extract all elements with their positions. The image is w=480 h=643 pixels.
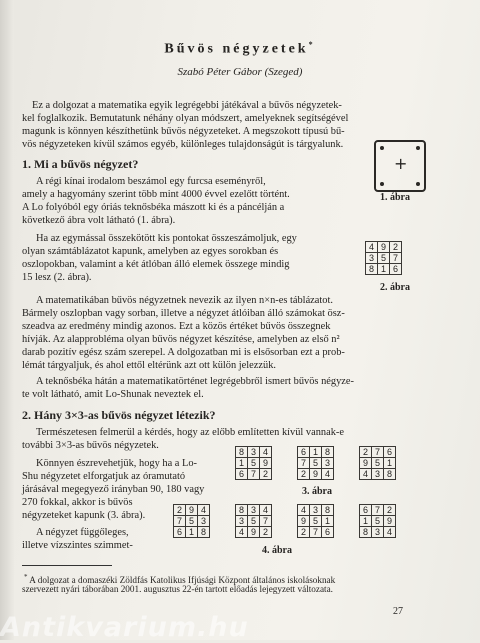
magic-square-cell: 7 [298,458,310,469]
magic-square-cell: 6 [390,264,402,275]
magic-square-cell: 1 [360,516,372,527]
magic-square-cell: 4 [260,447,272,458]
magic-square-cell: 8 [360,527,372,538]
magic-square-cell: 4 [260,505,272,516]
magic-square-cell: 7 [174,516,186,527]
magic-square-cell: 8 [198,527,210,538]
magic-square-cell: 2 [298,527,310,538]
magic-square-cell: 4 [236,527,248,538]
magic-square-cell: 6 [236,469,248,480]
magic-square-cell: 6 [174,527,186,538]
magic-square-cell: 3 [372,469,384,480]
magic-square-cell: 2 [390,242,402,253]
magic-square-cell: 4 [366,242,378,253]
article-title: Bűvös négyzetek* [164,40,316,57]
magic-square-cell: 8 [384,469,396,480]
magic-square-cell: 1 [310,447,322,458]
paragraph-line: te volt látható, amit Lo-Shunak neveztek el. [22,389,204,400]
magic-square-cell: 4 [384,527,396,538]
magic-square-cell: 9 [260,458,272,469]
magic-square-cell: 4 [298,505,310,516]
figure-3-square [359,446,396,480]
figure-4-square [173,504,210,538]
paragraph-line: Könnyen észrevehetjük, hogy ha a Lo- [36,458,197,469]
article-author: Szabó Péter Gábor (Szeged) [177,66,303,78]
magic-square-cell: 6 [360,505,372,516]
paragraph-line: következő ábra volt látható (1. ábra). [22,215,176,226]
figure-4-square [359,504,396,538]
paragraph-line: illetve vízszintes szimmet- [22,540,133,551]
magic-square-row [236,505,272,516]
magic-square-row [360,447,396,458]
section-heading-2: 2. Hány 3×3-as bűvös négyzet létezik? [22,408,216,422]
magic-square-row [298,527,334,538]
magic-square-cell: 4 [322,469,334,480]
paragraph-line: négyzeteket kapunk (3. ábra). [22,510,146,521]
magic-square-cell: 2 [298,469,310,480]
magic-square-row [298,505,334,516]
magic-square-row [366,253,402,264]
magic-square-cell: 9 [298,516,310,527]
paragraph-line: A Lo folyóból egy óriás teknősbéka mászott ki és a páncélján a [22,202,285,213]
figure-4-label: 4. ábra [262,545,292,556]
magic-square-cell: 9 [360,458,372,469]
magic-square-row [236,516,272,527]
figure-4-square [297,504,334,538]
magic-square-cell: 5 [186,516,198,527]
magic-square-cell: 3 [366,253,378,264]
magic-square-cell: 8 [236,505,248,516]
magic-square-row [174,527,210,538]
magic-square-row [360,458,396,469]
magic-square-cell: 7 [310,527,322,538]
magic-square-row [366,242,402,253]
magic-square-cell: 3 [198,516,210,527]
plus-icon: + [394,154,408,173]
magic-square-row [360,469,396,480]
footnote-line: * A dolgozat a domaszéki Zöldfás Katolikus Ifjúsági Központ általános iskolásoknak [24,573,336,586]
paragraph-line: 270 fokkal, akkor is bűvös [22,497,133,508]
magic-square-cell: 7 [372,505,384,516]
magic-square-cell: 5 [248,516,260,527]
magic-square-row [298,447,334,458]
figure-2-label: 2. ábra [380,282,410,293]
magic-square-cell: 7 [390,253,402,264]
lo-shu-turtle-figure [374,140,426,192]
magic-square-cell: 3 [310,505,322,516]
figure-2-magic-square [365,241,402,275]
magic-square-cell: 1 [384,458,396,469]
paragraph-line: A teknősbéka hátán a matematikatörténet legrégebbről ismert bűvös négyze- [36,376,354,387]
intro-line: Ez a dolgozat a matematika egyik legrégebbi játékával a bűvös négyzetek- [32,100,342,111]
paragraph-line: amely a hagyomány szerint több mint 4000 évvel ezelőtt történt. [22,189,290,200]
magic-square-cell: 4 [198,505,210,516]
paragraph-line: olyan számtáblázatot kapunk, amelyben az egyes sorokban és [22,246,279,257]
magic-square-cell: 9 [310,469,322,480]
magic-square-cell: 2 [260,469,272,480]
figure-4-square [235,504,272,538]
footnote-rule [22,565,112,566]
paragraph-line: hívják. Az alapproblémа olyan bűvös négyzet készítése, amelyben az első n² [22,334,340,345]
magic-square-row [360,505,396,516]
intro-line: kel foglalkozik. Bemutatunk néhány olyan módszert, amelyeknek segítségével [22,113,349,124]
paragraph-line: további 3×3-as bűvös négyzetek. [22,440,159,451]
magic-square-cell: 2 [360,447,372,458]
paragraph-line: darab pozitív egész szám szerepel. A dolgozatban mi is elsősorban ezt a prob- [22,347,345,358]
magic-square-row [360,527,396,538]
magic-square-cell: 7 [372,447,384,458]
magic-square-cell: 2 [174,505,186,516]
magic-square-cell: 6 [322,527,334,538]
paragraph-line: Természetesen felmerül a kérdés, hogy az előbb említetten kívül vannak-e [36,427,344,438]
magic-square-cell: 3 [322,458,334,469]
magic-square-cell: 9 [384,516,396,527]
magic-square-cell: 7 [248,469,260,480]
magic-square-row [360,516,396,527]
magic-square-cell: 5 [248,458,260,469]
magic-square-row [236,458,272,469]
figure-3-label: 3. ábra [302,486,332,497]
intro-line: magunk is könnyen készíthetünk bűvös négyzeteket. A megszokott típusú bű- [22,126,345,137]
magic-square-cell: 9 [248,527,260,538]
paragraph-line: A matematikában bűvös négyzetnek nevezik az ilyen n×n-es táblázatot. [36,295,333,306]
magic-square-cell: 3 [248,447,260,458]
paragraph-line: 15 lesz (2. ábra). [22,272,92,283]
paragraph-line: A négyzet függőleges, [36,527,129,538]
magic-square-cell: 8 [322,505,334,516]
magic-square-row [174,516,210,527]
magic-square-cell: 5 [310,516,322,527]
magic-square-row [298,458,334,469]
magic-square-cell: 9 [186,505,198,516]
magic-square-cell: 6 [298,447,310,458]
paragraph-line: Shu négyzetet elforgatjuk az óramutató [22,471,186,482]
magic-square-row [236,527,272,538]
paragraph-line: járásával megegyező irányban 90, 180 vagy [22,484,205,495]
magic-square-cell: 8 [322,447,334,458]
magic-square-row [236,469,272,480]
paragraph-line: oszlopokban, valamint a két átlóban álló elemek összege mindig [22,259,290,270]
figure-3-square [297,446,334,480]
magic-square-cell: 3 [236,516,248,527]
figure-1-label: 1. ábra [380,192,410,203]
magic-square-cell: 5 [310,458,322,469]
magic-square-row [298,469,334,480]
paragraph-line: Ha az egymással összekötött kis pontokat összeszámoljuk, egy [36,233,297,244]
paragraph-line: Bármely oszlopban vagy sorban, illetve a négyzet átlóiban álló számokat ösz- [22,308,345,319]
page-number: 27 [393,606,403,617]
magic-square-row [366,264,402,275]
footnote-line: szervezett nyári táborában 2001. augusztus 22-én tartott előadás lejegyzett változata. [22,584,333,594]
watermark: Antikvarium.hu [0,612,249,643]
magic-square-cell: 7 [260,516,272,527]
magic-square-cell: 1 [378,264,390,275]
section-heading-1: 1. Mi a bűvös négyzet? [22,157,139,171]
magic-square-cell: 1 [236,458,248,469]
figure-3-square [235,446,272,480]
magic-square-row [298,516,334,527]
magic-square-cell: 4 [360,469,372,480]
paragraph-line: lémát tárgyaljuk, és ahol ettől eltérünk azt ott külön jelezzük. [22,360,277,371]
magic-square-cell: 3 [372,527,384,538]
magic-square-cell: 2 [260,527,272,538]
magic-square-cell: 1 [322,516,334,527]
page-gutter-shadow [0,0,14,640]
paragraph-line: A régi kínai irodalom beszámol egy furcsa eseményről, [36,176,266,187]
magic-square-cell: 5 [372,458,384,469]
intro-line: vös négyzeteken kívül számos egyéb, különleges tulajdonságút is tárgyalunk. [22,139,344,150]
magic-square-row [174,505,210,516]
magic-square-cell: 9 [378,242,390,253]
paragraph-line: szeadva az eredmény mindig azonos. Ezt a közös értéket bűvös összegnek [22,321,331,332]
magic-square-cell: 8 [366,264,378,275]
magic-square-cell: 5 [378,253,390,264]
magic-square-cell: 5 [372,516,384,527]
magic-square-cell: 3 [248,505,260,516]
magic-square-cell: 6 [384,447,396,458]
magic-square-cell: 2 [384,505,396,516]
magic-square-cell: 1 [186,527,198,538]
magic-square-row [236,447,272,458]
magic-square-cell: 8 [236,447,248,458]
